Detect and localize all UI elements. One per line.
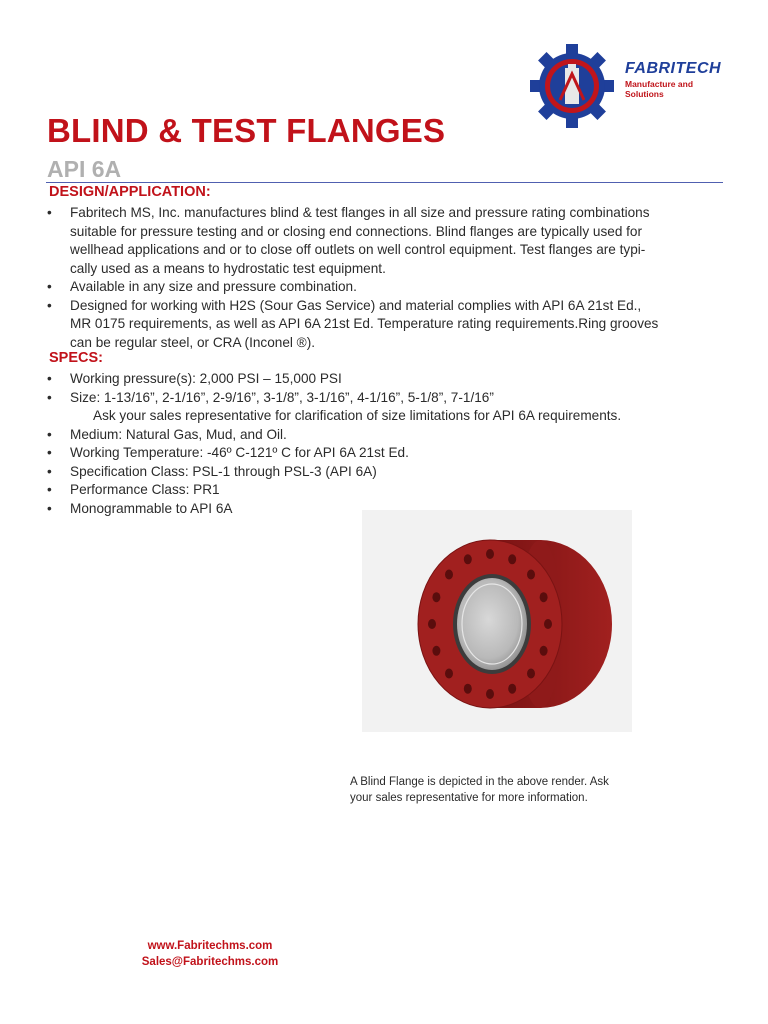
bullet-icon: • <box>47 482 52 497</box>
bullet-icon: • <box>47 371 52 386</box>
image-caption <box>350 775 650 806</box>
specs-list <box>47 370 727 518</box>
fabritech-logo <box>530 44 730 124</box>
bolt-hole <box>432 646 440 656</box>
contact-footer <box>100 938 320 970</box>
list-item <box>47 463 727 482</box>
bolt-hole <box>486 549 494 559</box>
bullet-icon: • <box>47 426 52 442</box>
caption-line: your sales representative for more information. <box>350 791 588 804</box>
text-line: cally used as a means to hydrostatic test equipment. <box>70 260 386 276</box>
text-line: Available in any size and pressure combination. <box>70 279 357 294</box>
bolt-hole <box>486 689 494 699</box>
spec-text: Specification Class: PSL-1 through PSL-3 (API 6A) <box>70 463 377 479</box>
bolt-hole <box>464 684 472 694</box>
list-item <box>47 204 727 278</box>
spec-text: Medium: Natural Gas, Mud, and Oil. <box>70 426 287 442</box>
list-item <box>47 444 727 463</box>
list-item <box>47 297 727 353</box>
list-item <box>47 370 727 389</box>
bolt-hole <box>428 619 436 629</box>
text-line: wellhead applications and or to close off outlets on well control equipment. Test flanges are typi- <box>70 242 646 257</box>
bullet-icon: • <box>47 463 52 479</box>
bullet-icon: • <box>47 445 52 460</box>
spec-text: Working Temperature: -46º C-121º C for API 6A 21st Ed. <box>70 445 409 460</box>
bolt-hole <box>445 570 453 580</box>
bullet-icon: • <box>47 205 52 220</box>
gear-logo-icon <box>530 44 614 128</box>
spec-text: Working pressure(s): 2,000 PSI – 15,000 PSI <box>70 371 342 386</box>
bolt-hole <box>445 669 453 679</box>
bolt-hole <box>508 684 516 694</box>
email-link[interactable]: Sales@Fabritechms.com <box>141 956 279 968</box>
list-item <box>47 426 727 445</box>
bullet-icon: • <box>47 389 52 405</box>
logo-tagline: Manufacture and Solutions <box>625 79 694 99</box>
list-item <box>47 407 727 426</box>
design-heading: DESIGN/APPLICATION: <box>49 184 211 200</box>
bullet-icon: • <box>47 297 52 313</box>
caption-line: A Blind Flange is depicted in the above render. Ask <box>350 776 609 788</box>
header-divider <box>46 182 723 183</box>
text-line: MR 0175 requirements, as well as API 6A 21st Ed. Temperature rating requirements.Ring grooves <box>70 316 659 331</box>
website-link[interactable]: www.Fabritechms.com <box>147 940 273 952</box>
logo-brand: FABRITECH <box>625 60 722 77</box>
bolt-hole <box>527 570 535 580</box>
list-item <box>47 278 727 297</box>
bolt-hole <box>540 592 548 602</box>
blind-flange-render <box>362 510 632 732</box>
list-item <box>47 389 727 408</box>
page-subtitle: API 6A <box>47 156 122 182</box>
list-item <box>47 481 727 500</box>
bolt-hole <box>527 669 535 679</box>
design-list <box>47 204 727 352</box>
spec-text: Performance Class: PR1 <box>70 482 220 497</box>
text-line: Fabritech MS, Inc. manufactures blind & test flanges in all size and pressure rating combinations <box>70 205 650 220</box>
bolt-hole <box>508 554 516 564</box>
bullet-icon: • <box>47 279 52 294</box>
text-line: suitable for pressure testing and or closing end connections. Blind flanges are typically used for <box>70 223 643 239</box>
text-line: can be regular steel, or CRA (Inconel ®). <box>70 334 315 350</box>
specs-heading: SPECS: <box>49 350 103 366</box>
bolt-hole <box>540 646 548 656</box>
spec-text: Monogrammable to API 6A <box>70 500 233 516</box>
flange-illustration <box>362 510 632 732</box>
spec-text: Ask your sales representative for clarification of size limitations for API 6A requirements. <box>93 408 622 423</box>
spec-text: Size: 1-13/16”, 2-1/16”, 2-9/16”, 3-1/8”, 3-1/16”, 4-1/16”, 5-1/8”, 7-1/16” <box>70 389 494 405</box>
bolt-hole <box>464 554 472 564</box>
bullet-icon: • <box>47 500 52 516</box>
bolt-hole <box>432 592 440 602</box>
page-title: BLIND & TEST FLANGES <box>47 112 446 149</box>
bolt-hole <box>544 619 552 629</box>
text-line: Designed for working with H2S (Sour Gas Service) and material complies with API 6A 21st Ed., <box>70 297 642 313</box>
